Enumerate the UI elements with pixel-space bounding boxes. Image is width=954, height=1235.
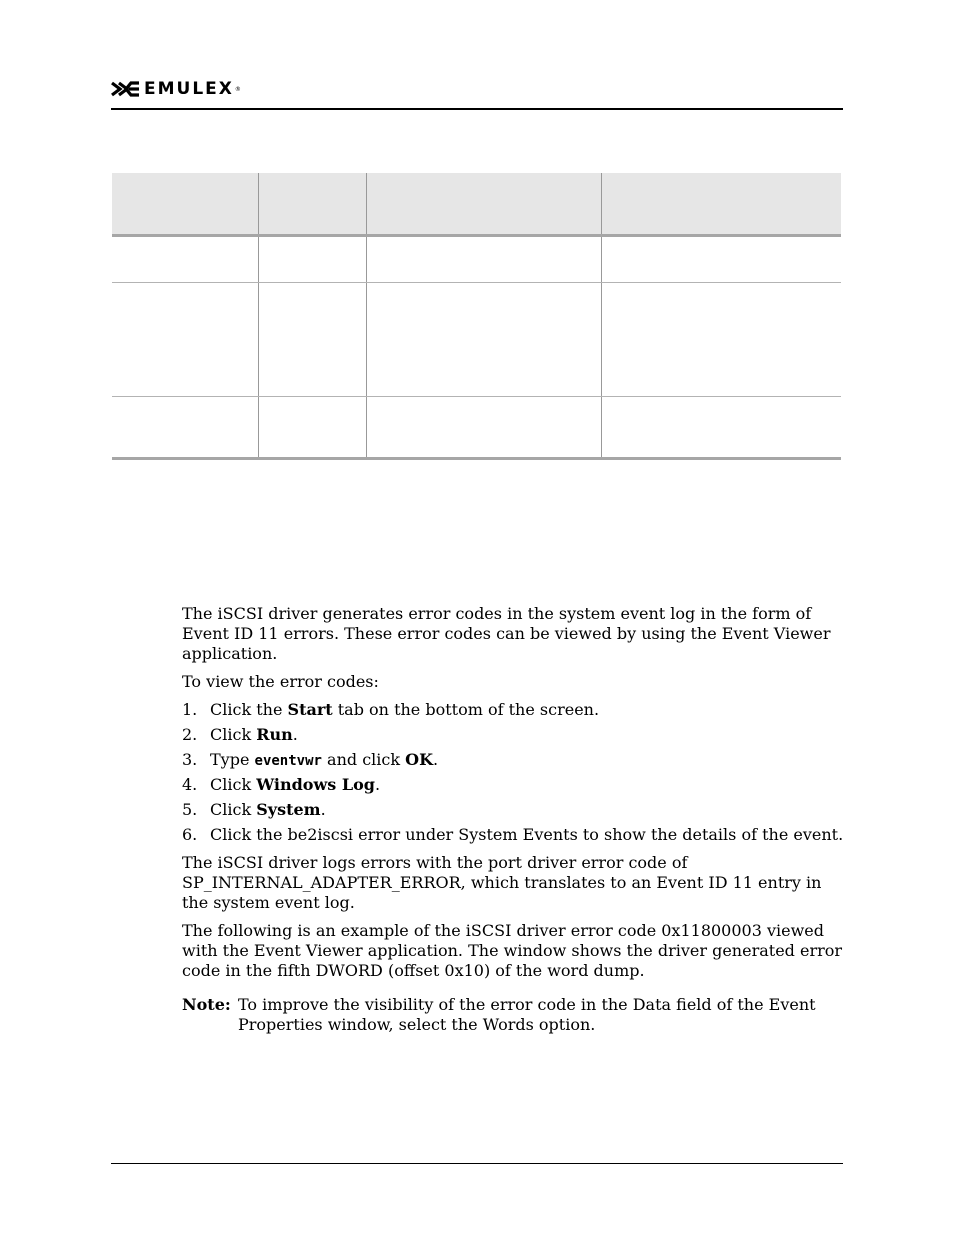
table-cell — [258, 283, 366, 397]
intro-paragraph: The iSCSI driver generates error codes in the system event log in the form of Event ID 11 errors. These error codes can be viewed by using the Event Viewer application. — [182, 604, 831, 663]
table-cell — [601, 236, 841, 283]
emulex-mark-icon — [111, 81, 141, 97]
step-text: Click the be2iscsi error under System Events to show the details of the event. — [210, 825, 844, 844]
step-number: 5. — [182, 800, 198, 819]
table-cell — [601, 283, 841, 397]
table-cell — [366, 236, 601, 283]
table-cell — [258, 397, 366, 459]
list-item — [182, 825, 844, 845]
emulex-logo — [111, 78, 241, 100]
table-cell — [112, 397, 258, 459]
data-table — [112, 173, 841, 460]
list-item — [182, 700, 844, 720]
table-header-row — [112, 173, 841, 236]
step-number: 3. — [182, 750, 198, 769]
page-header — [111, 78, 241, 100]
step-number: 1. — [182, 700, 198, 719]
header-divider — [111, 108, 843, 110]
table-header-cell — [258, 173, 366, 236]
table-header-cell — [366, 173, 601, 236]
step-text: Click the Start tab on the bottom of the screen. — [210, 700, 600, 719]
step-number: 6. — [182, 825, 198, 844]
table-cell — [366, 283, 601, 397]
table-cell — [258, 236, 366, 283]
step-text: Type eventvwr and click OK. — [210, 750, 439, 769]
table-row — [112, 236, 841, 283]
table-row — [112, 397, 841, 459]
step-text: Click Windows Log. — [210, 775, 381, 794]
command-code: eventvwr — [254, 753, 322, 769]
list-item — [182, 775, 844, 795]
note-text: To improve the visibility of the error code in the Data field of the Event Properties window, select the Words option. — [238, 995, 816, 1034]
to-view-paragraph: To view the error codes: — [182, 672, 379, 691]
table-row — [112, 283, 841, 397]
example-paragraph: The following is an example of the iSCSI driver error code 0x11800003 viewed with the Event Viewer application. The window shows the driver generated error code in the fifth DWORD (offset 0x10) of the word dump. — [182, 921, 843, 980]
logo-trademark: ® — [234, 85, 241, 93]
logs-paragraph: The iSCSI driver logs errors with the port driver error code of SP_INTERNAL_ADAPTER_ERROR, which translates to an Event ID 11 entry in the system event log. — [182, 853, 822, 912]
note-block — [182, 995, 844, 1035]
logo-text: EMULEX — [144, 79, 234, 99]
table-cell — [366, 397, 601, 459]
table-header-cell — [601, 173, 841, 236]
steps-list — [182, 700, 844, 845]
list-item — [182, 725, 844, 745]
step-number: 2. — [182, 725, 198, 744]
step-number: 4. — [182, 775, 198, 794]
list-item — [182, 800, 844, 820]
step-text: Click Run. — [210, 725, 298, 744]
body-content — [182, 604, 844, 1035]
table-cell — [601, 397, 841, 459]
note-label: Note: — [182, 995, 231, 1014]
table-cell — [112, 283, 258, 397]
table-cell — [112, 236, 258, 283]
list-item — [182, 750, 844, 770]
table-header-cell — [112, 173, 258, 236]
step-text: Click System. — [210, 800, 326, 819]
footer-divider — [111, 1163, 843, 1164]
